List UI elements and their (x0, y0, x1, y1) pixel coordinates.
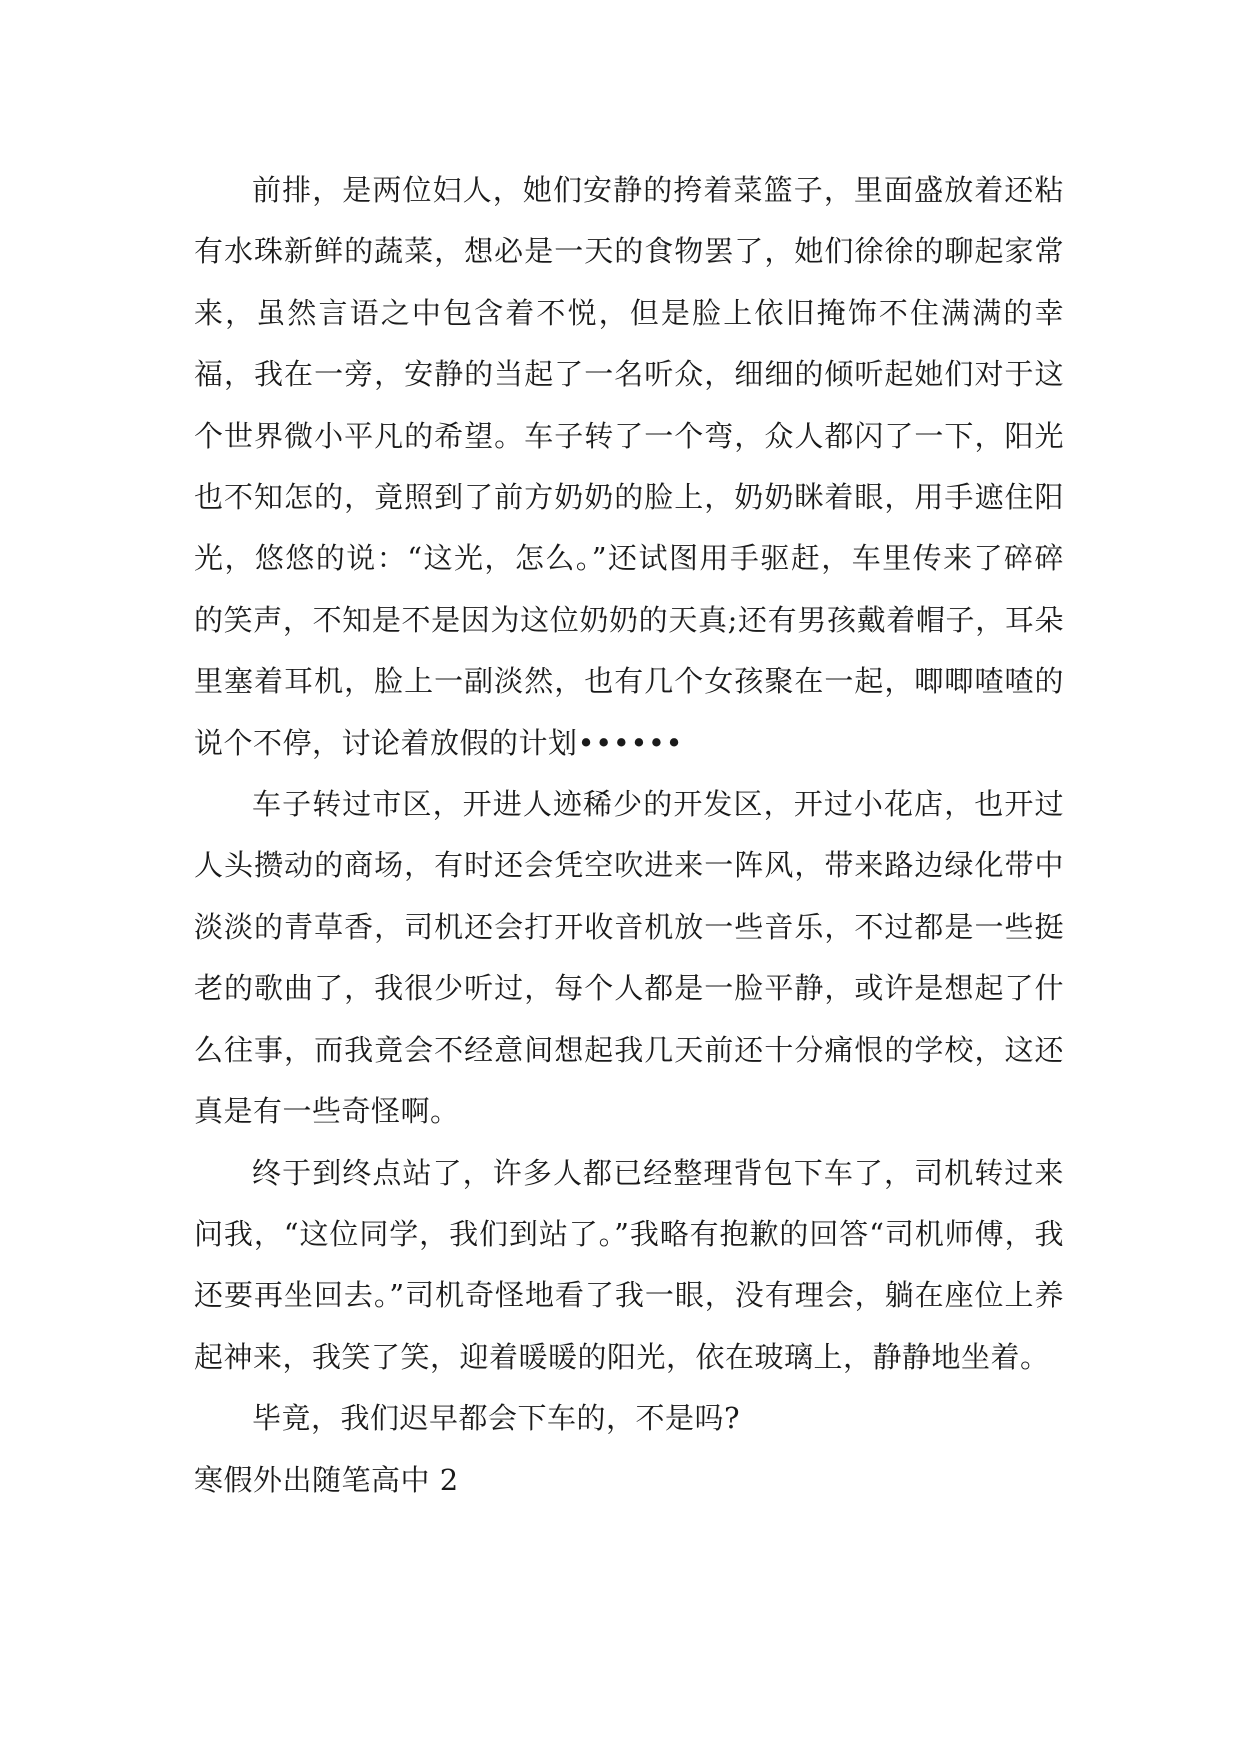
section-title: 寒假外出随笔高中 2 (194, 1462, 459, 1497)
document-page (194, 160, 1064, 1511)
paragraph-terminal: 终于到终点站了，许多人都已经整理背包下车了，司机转过来问我，“这位同学，我们到站了。”我略有抱歉的回答“司机师傅，我还要再坐回去。”司机奇怪地看了我一眼，没有理会，躺在座位上养起神来，我笑了笑，迎着暖暖的阳光，依在玻璃上，静静地坐着。 (194, 1155, 1064, 1374)
paragraph-bus-route: 车子转过市区，开进人迹稀少的开发区，开过小花店，也开过人头攒动的商场，有时还会凭空吹进来一阵风，带来路边绿化带中淡淡的青草香，司机还会打开收音机放一些音乐，不过都是一些挺老的歌曲了，我很少听过，每个人都是一脸平静，或许是想起了什么往事，而我竟会不经意间想起我几天前还十分痛恨的学校，这还真是有一些奇怪啊。 (194, 787, 1064, 1129)
paragraph-front-row: 前排，是两位妇人，她们安静的挎着菜篮子，里面盛放着还粘有水珠新鲜的蔬菜，想必是一天的食物罢了，她们徐徐的聊起家常来，虽然言语之中包含着不悦，但是脸上依旧掩饰不住满满的幸福，我在一旁，安静的当起了一名听众，细细的倾听起她们对于这个世界微小平凡的希望。车子转了一个弯，众人都闪了一下，阳光也不知怎的，竟照到了前方奶奶的脸上，奶奶眯着眼，用手遮住阳光，悠悠的说：“这光，怎么。”还试图用手驱赶，车里传来了碎碎的笑声，不知是不是因为这位奶奶的天真;还有男孩戴着帽子，耳朵里塞着耳机，脸上一副淡然，也有几个女孩聚在一起，唧唧喳喳的说个不停，讨论着放假的计划•••••• (194, 173, 1064, 760)
paragraph-closing: 毕竟，我们迟早都会下车的，不是吗? (252, 1401, 741, 1436)
